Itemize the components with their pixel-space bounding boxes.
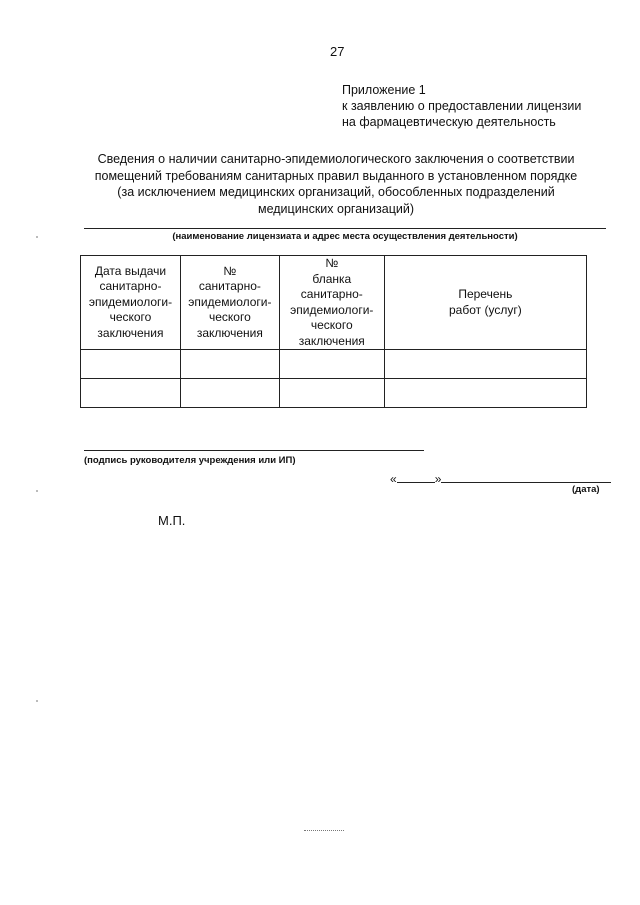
header-line: ческого (109, 310, 152, 325)
page-number: 27 (330, 44, 345, 59)
date-month-year-blank[interactable] (441, 471, 611, 483)
signature-line[interactable] (84, 450, 424, 451)
header-line: эпидемиологи- (88, 294, 173, 309)
header-issue-date (81, 256, 181, 350)
date-caption: (дата) (572, 484, 600, 495)
table-cell[interactable] (384, 350, 586, 379)
table-header-row (81, 256, 587, 350)
header-line: Дата выдачи (94, 263, 167, 278)
header-line: санитарно- (300, 287, 363, 301)
signature-caption: (подпись руководителя учреждения или ИП) (84, 455, 296, 466)
heading-line: помещений требованиям санитарных правил выданного в установленном порядке (94, 168, 578, 183)
header-line: эпидемиологи- (188, 294, 272, 309)
appendix-reference (342, 82, 581, 130)
margin-dot (36, 236, 38, 238)
date-open-quote: « (390, 472, 397, 486)
appendix-line: к заявлению о предоставлении лицензии (342, 99, 582, 113)
header-line: заключения (298, 333, 365, 348)
date-day-blank[interactable] (397, 471, 435, 483)
header-line: № (325, 256, 339, 270)
header-line: заключения (97, 325, 164, 340)
heading-line: Сведения о наличии санитарно-эпидемиологического заключения о соответствии (97, 152, 575, 166)
header-line: ческого (310, 318, 353, 332)
table-cell[interactable] (81, 350, 181, 379)
table-row (81, 379, 587, 408)
table-cell[interactable] (279, 350, 384, 379)
date-close-quote: » (434, 472, 442, 486)
header-line: эпидемиологи- (290, 302, 374, 317)
header-line: санитарно- (198, 279, 261, 294)
header-line: № (223, 263, 237, 278)
margin-dot (36, 490, 38, 492)
header-line: санитарно- (99, 279, 162, 294)
appendix-line: на фармацевтическую деятельность (342, 115, 556, 129)
header-line: ческого (208, 310, 251, 325)
heading-line: (за исключением медицинских организаций, обособленных подразделений (117, 185, 555, 199)
header-line: заключения (196, 325, 263, 340)
table-cell[interactable] (384, 379, 586, 408)
header-conclusion-number (180, 256, 279, 350)
header-line: работ (услуг) (449, 302, 522, 317)
licensee-caption: (наименование лицензиата и адрес места осуществления деятельности) (172, 231, 518, 242)
sanitary-conclusions-table (80, 255, 587, 408)
header-line: Перечень (458, 287, 513, 301)
licensee-name-line[interactable] (84, 228, 606, 229)
stamp-placeholder: М.П. (158, 513, 186, 528)
table-cell[interactable] (279, 379, 384, 408)
appendix-line: Приложение 1 (342, 83, 426, 97)
footer-mark (304, 830, 344, 831)
header-form-number (279, 256, 384, 350)
document-heading (86, 151, 586, 217)
header-line: бланка (312, 271, 352, 286)
table-cell[interactable] (180, 350, 279, 379)
margin-dot (36, 700, 38, 702)
header-works-list (384, 256, 586, 350)
table-row (81, 350, 587, 379)
table-cell[interactable] (180, 379, 279, 408)
heading-line: медицинских организаций) (257, 201, 414, 216)
table-cell[interactable] (81, 379, 181, 408)
